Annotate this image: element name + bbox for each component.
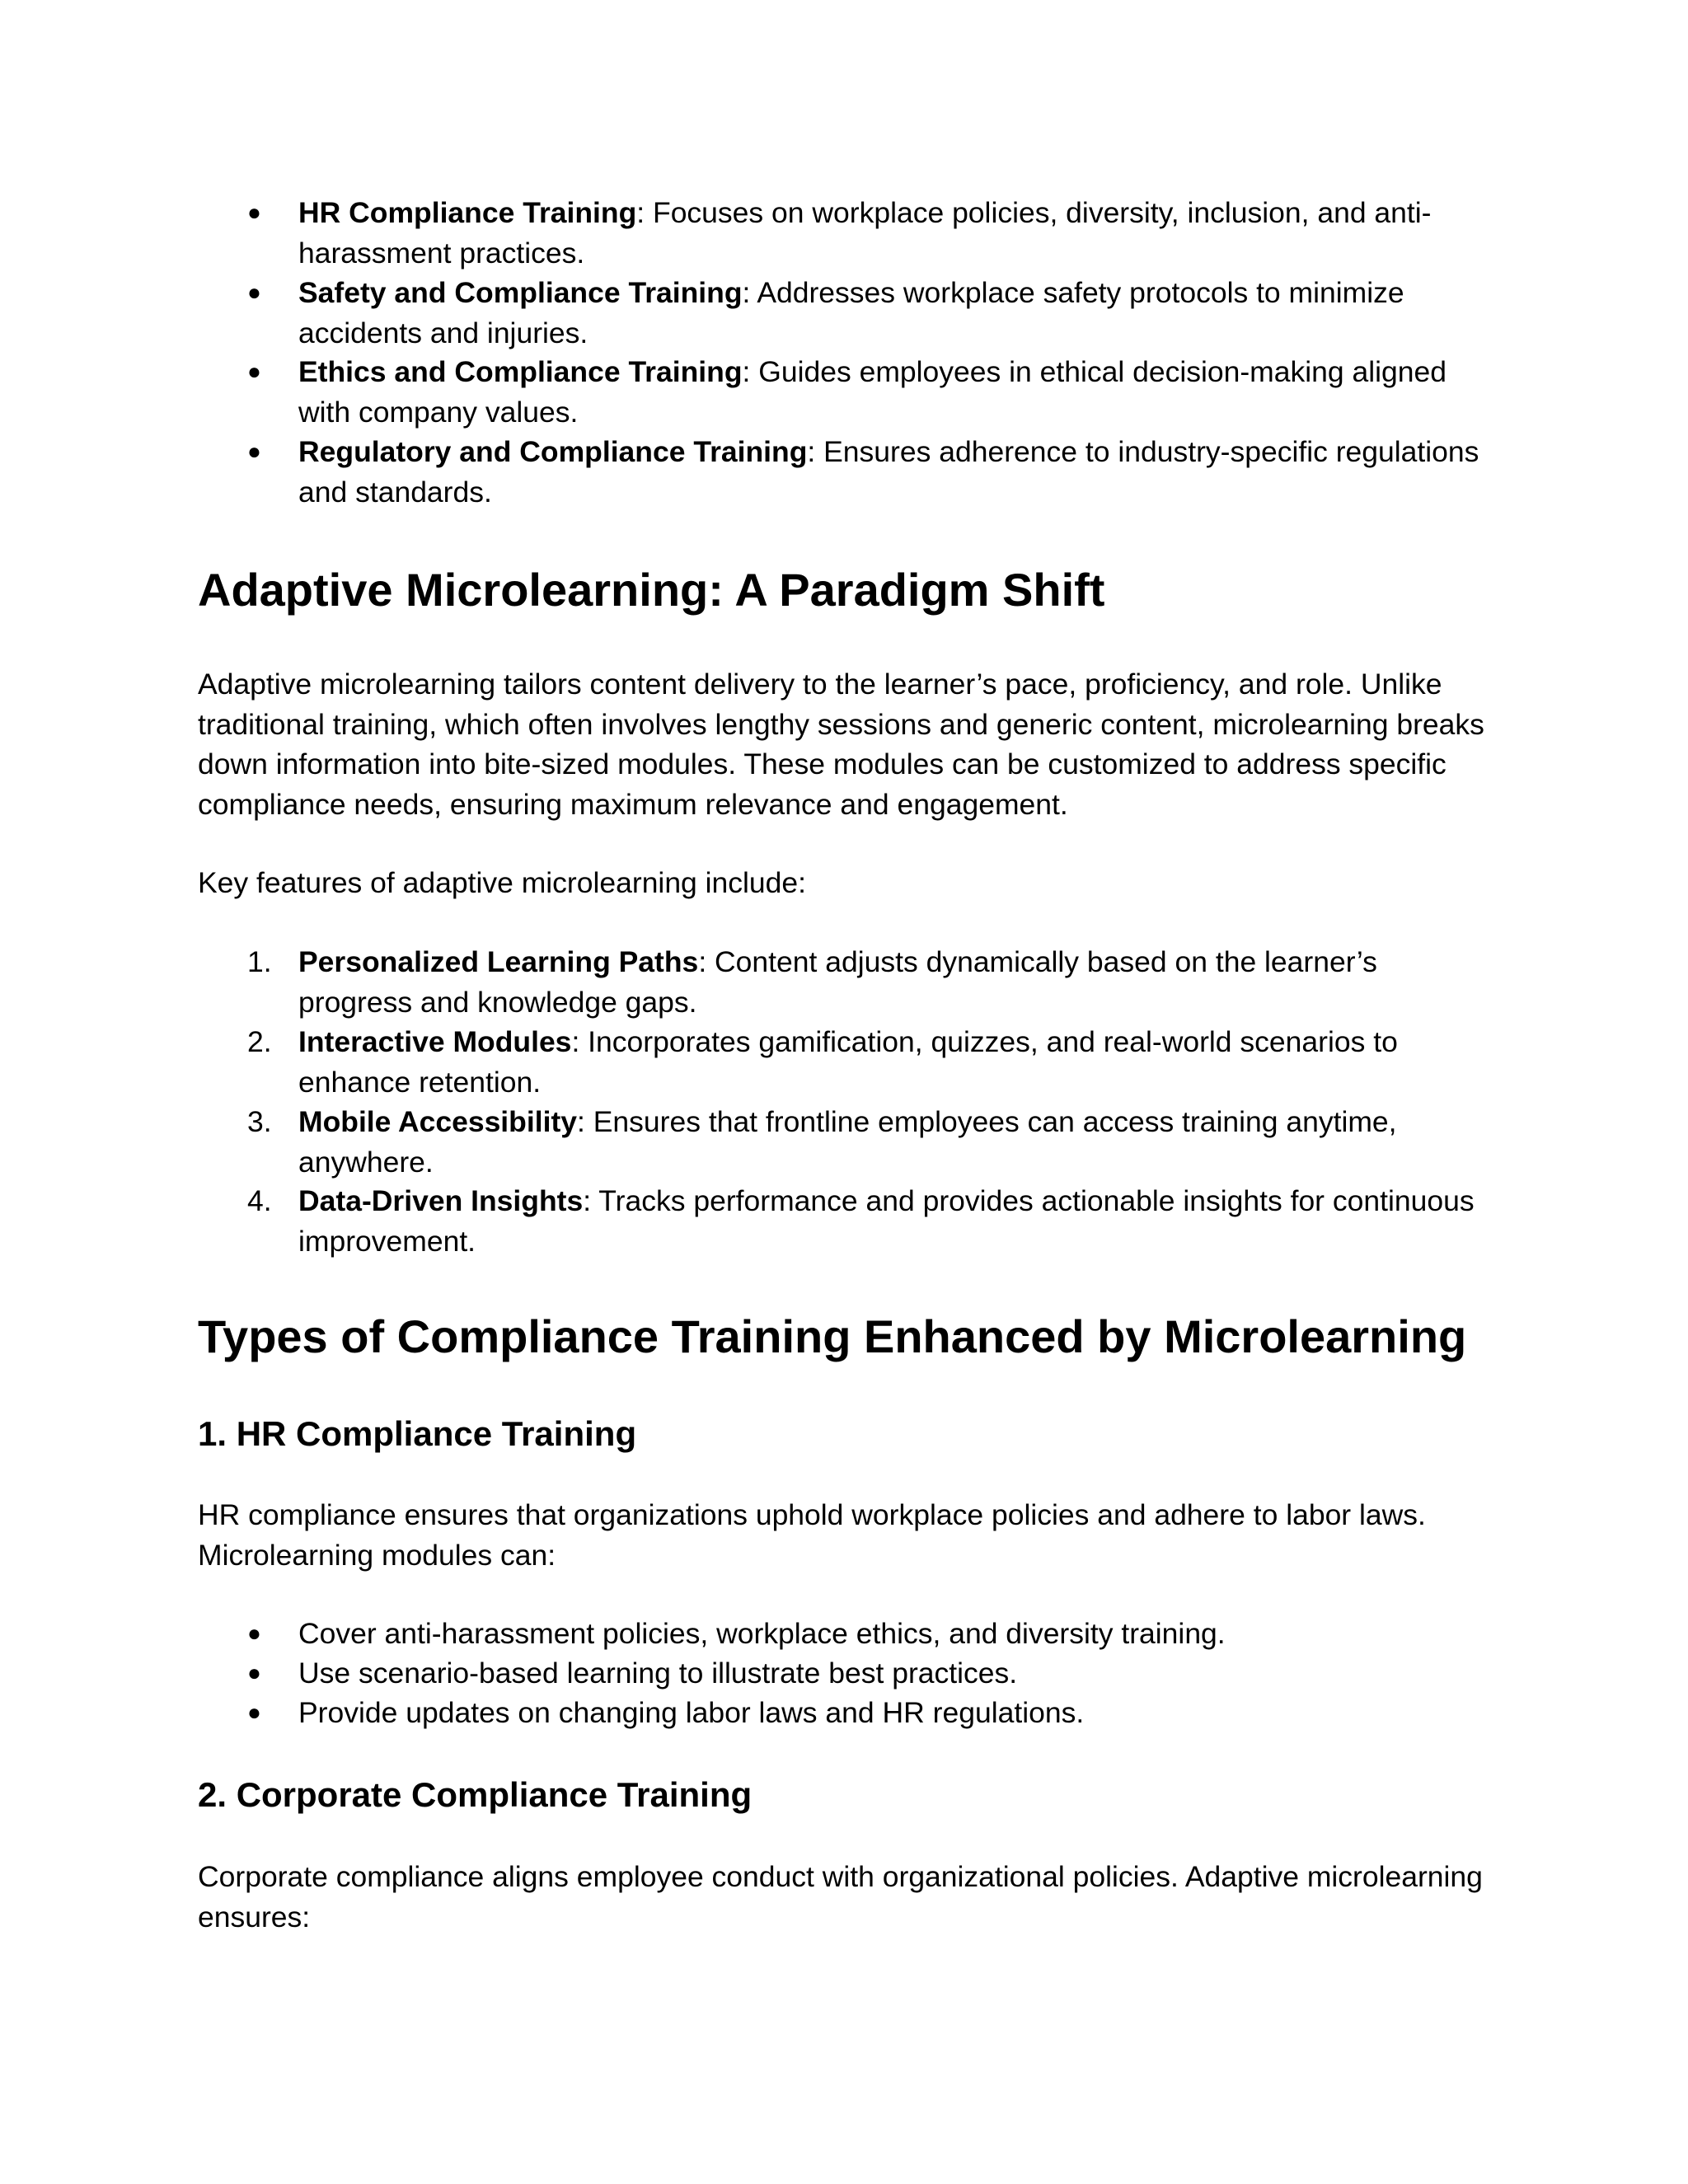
list-number: 3. xyxy=(247,1105,272,1138)
list-item xyxy=(247,1614,1493,1654)
bullet-icon: ● xyxy=(247,1660,261,1685)
bullet-icon: ● xyxy=(247,1699,261,1725)
list-item-text: : Focuses on workplace policies, diversity, inclusion, and anti-harassment practices. xyxy=(298,196,1432,269)
subheading-corporate: 2. Corporate Compliance Training xyxy=(198,1775,753,1814)
adaptive-paragraph: Adaptive microlearning tailors content delivery to the learner’s pace, proficiency, and role. Unlike traditional training, which often involves lengthy sessions and generic content, microlearning breaks down information into bite-sized modules. These modules can be customized to address specific compliance needs, ensuring maximum relevance and engagement. xyxy=(198,668,1484,821)
bullet-icon: ● xyxy=(247,1620,261,1646)
list-item-text: Use scenario-based learning to illustrate best practices. xyxy=(298,1657,1018,1690)
list-item-text: : Incorporates gamification, quizzes, and real-world scenarios to enhance retention. xyxy=(298,1025,1398,1099)
list-number: 4. xyxy=(247,1184,272,1217)
bullet-icon: ● xyxy=(247,438,261,464)
list-number: 1. xyxy=(247,945,272,978)
list-item xyxy=(247,432,1493,512)
list-item xyxy=(247,352,1493,432)
section-heading-types: Types of Compliance Training Enhanced by Microlearning xyxy=(198,1310,1467,1362)
list-item-lead: Mobile Accessibility xyxy=(298,1105,578,1138)
list-item-lead: HR Compliance Training xyxy=(298,196,637,229)
list-item-text: Provide updates on changing labor laws and HR regulations. xyxy=(298,1696,1085,1729)
bullet-icon: ● xyxy=(247,359,261,384)
list-item-text: : Ensures that frontline employees can access training anytime, anywhere. xyxy=(298,1105,1397,1179)
corporate-paragraph: Corporate compliance aligns employee conduct with organizational policies. Adaptive microlearning ensures: xyxy=(198,1860,1483,1933)
list-item-lead: Ethics and Compliance Training xyxy=(298,355,743,388)
list-item xyxy=(247,1022,1493,1102)
list-item-text: : Guides employees in ethical decision-making aligned with company values. xyxy=(298,355,1447,429)
list-item-text: : Tracks performance and provides actionable insights for continuous improvement. xyxy=(298,1184,1475,1258)
list-item-lead: Interactive Modules xyxy=(298,1025,572,1058)
bullet-icon: ● xyxy=(247,279,261,305)
list-item xyxy=(247,1693,1493,1733)
list-item-text: : Ensures adherence to industry-specific regulations and standards. xyxy=(298,435,1479,509)
list-item xyxy=(247,1102,1493,1182)
list-item-text: : Addresses workplace safety protocols to minimize accidents and injuries. xyxy=(298,276,1404,349)
list-item-lead: Data-Driven Insights xyxy=(298,1184,584,1217)
subheading-hr: 1. HR Compliance Training xyxy=(198,1414,637,1453)
list-item-text: Cover anti-harassment policies, workplace ethics, and diversity training. xyxy=(298,1617,1226,1650)
list-item-text: : Content adjusts dynamically based on the learner’s progress and knowledge gaps. xyxy=(298,945,1377,1019)
list-item-lead: Personalized Learning Paths xyxy=(298,945,699,978)
section-heading-adaptive: Adaptive Microlearning: A Paradigm Shift xyxy=(198,564,1105,616)
list-item-lead: Regulatory and Compliance Training xyxy=(298,435,808,468)
list-item-lead: Safety and Compliance Training xyxy=(298,276,743,309)
list-item xyxy=(247,1181,1493,1261)
list-item xyxy=(247,1653,1493,1694)
features-intro: Key features of adaptive microlearning include: xyxy=(198,866,807,899)
list-item xyxy=(247,193,1493,273)
list-number: 2. xyxy=(247,1025,272,1058)
bullet-icon: ● xyxy=(247,199,261,225)
list-item xyxy=(247,273,1493,353)
hr-paragraph: HR compliance ensures that organizations uphold workplace policies and adhere to labor laws. Microlearning modules can: xyxy=(198,1498,1426,1572)
list-item xyxy=(247,942,1493,1022)
